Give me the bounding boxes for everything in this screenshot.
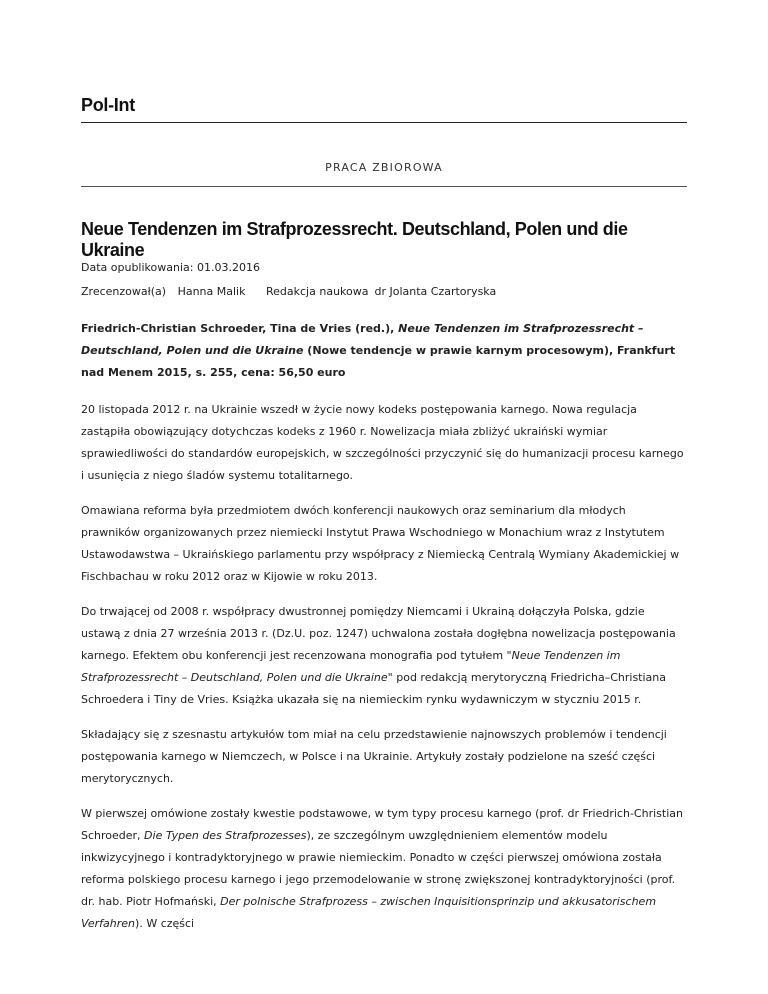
- site-title[interactable]: Pol-Int: [81, 95, 135, 115]
- paragraph-5-text-c: ). W części: [135, 917, 195, 930]
- paragraph-3-book-title: Neue Tendenzen im Strafprozessrecht – Deutschland, Polen und die Ukraine: [81, 649, 621, 684]
- category-label[interactable]: PRACA ZBIOROWA: [325, 161, 443, 174]
- paragraph-5-text-b: ), ze szczególnym uwzględnieniem elementów modelu inkwizycyjnego i kontradyktoryjnego w prawie niemieckim. Ponadto w części pierwszej omówiona została reforma polskiego procesu karnego i jego przemodelowanie w stronę zwiększonej kontradyktoryjności (prof. dr. hab. Piotr Hofmański,: [81, 829, 676, 908]
- paragraph-5-title-1: Die Typen des Strafprozesses: [144, 829, 307, 842]
- publication-date-value: 01.03.2016: [196, 261, 260, 274]
- publication-date: [81, 261, 260, 274]
- paragraph-3-text-a: Do trwającej od 2008 r. współpracy dwustronnej pomiędzy Niemcami i Ukrainą dołączyła Polska, gdzie ustawą z dnia 27 września 2013 r. (Dz.U. poz. 1247) uchwalona została dogłębna nowelizacja postępowania karnego. Efektem obu konferencji jest recenzowana monografia pod tytułem ": [81, 605, 676, 662]
- paragraph-5-title-2: Der polnische Strafprozess – zwischen Inquisitionsprinzip und akkusatorischem Verfahren: [81, 895, 657, 930]
- reviewer-name[interactable]: Hanna Malik: [177, 285, 246, 298]
- header-divider: [81, 122, 687, 123]
- publication-date-label: Data opublikowania:: [81, 261, 194, 274]
- editor-label: Redakcja naukowa: [266, 285, 369, 298]
- editor-credit: [266, 285, 496, 298]
- reviewer-label: Zrecenzował(a): [81, 285, 167, 298]
- paragraph-2: Omawiana reforma była przedmiotem dwóch konferencji naukowych oraz seminarium dla młodych prawników organizowanych przez niemiecki Instytut Prawa Wschodniego w Monachium wraz z Instytutem Ustawodawstwa – Ukraińskiego parlamentu przy współpracy z Niemiecką Centralą Wymiany Akademickiej w Fischbachau w roku 2012 oraz w Kijowie w roku 2013.: [81, 504, 680, 583]
- category-divider: [81, 186, 687, 187]
- article-body: [81, 318, 687, 948]
- lead-authors: Friedrich-Christian Schroeder, Tina de Vries (red.),: [81, 322, 399, 335]
- paragraph-5-text-a: W pierwszej omówione zostały kwestie podstawowe, w tym typy procesu karnego (prof. dr Friedrich-Christian Schroeder,: [81, 807, 683, 842]
- paragraph-1: 20 listopada 2012 r. na Ukrainie wszedł w życie nowy kodeks postępowania karnego. Nowa regulacja zastąpiła obowiązujący dotychczas kodeks z 1960 r. Nowelizacja miała zbliżyć ukraiński wymiar sprawiedliwości do standardów europejskich, w szczególności przyczynić się do humanizacji procesu karnego i usunięcia z niego śladów systemu totalitarnego.: [81, 403, 684, 482]
- article-title: Neue Tendenzen im Strafprozessrecht. Deutschland, Polen und die Ukraine: [81, 219, 628, 260]
- editor-name[interactable]: dr Jolanta Czartoryska: [374, 285, 497, 298]
- paragraph-3: [81, 601, 687, 711]
- paragraph-5: [81, 803, 687, 935]
- lead-details: (Nowe tendencje w prawie karnym procesowym), Frankfurt nad Menem 2015, s. 255, cena: 56,50 euro: [81, 344, 676, 379]
- credits-row: [81, 285, 497, 298]
- paragraph-4: Składający się z szesnastu artykułów tom miał na celu przedstawienie najnowszych problemów i tendencji postępowania karnego w Niemczech, w Polsce i na Ukrainie. Artykuły zostały podzielone na sześć części merytorycznych.: [81, 728, 667, 785]
- lead-book-title: Neue Tendenzen im Strafprozessrecht – Deutschland, Polen und die Ukraine: [81, 322, 644, 357]
- paragraph-3-text-b: " pod redakcją merytoryczną Friedricha–Christiana Schroedera i Tiny de Vries. Książka ukazała się na niemieckim rynku wydawniczym w styczniu 2015 r.: [81, 671, 667, 706]
- bibliographic-lead: [81, 318, 687, 384]
